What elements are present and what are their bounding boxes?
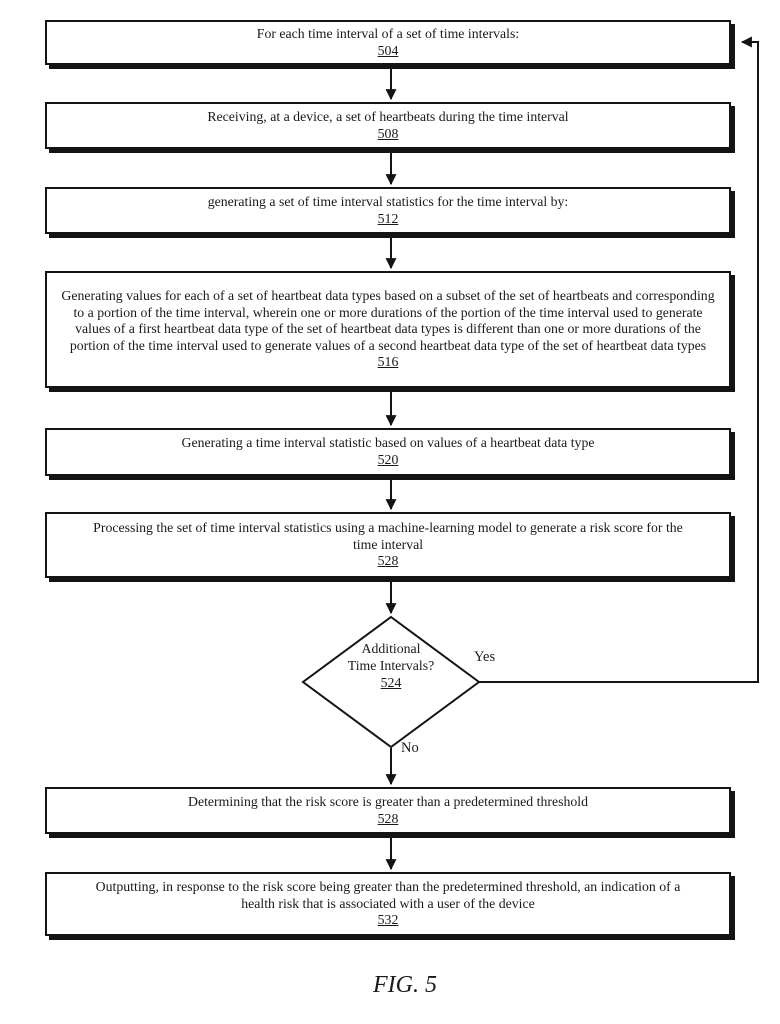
process-box-528a-number: 528 — [377, 553, 399, 569]
process-box-520-text: Generating a time interval statistic based on values of a heartbeat data type — [181, 435, 595, 451]
decision-diamond-label — [301, 640, 481, 691]
process-box-512-text: generating a set of time interval statistics for the time interval by: — [207, 193, 569, 209]
no-branch-label: No — [401, 740, 419, 756]
process-box-504-text: For each time interval of a set of time intervals: — [256, 25, 520, 41]
decision-text-line2: Time Intervals? — [347, 658, 435, 673]
process-box-532-text: Outputting, in response to the risk score being greater than the predetermined threshold, an indication of a health risk that is associated with a user of the device — [95, 879, 681, 911]
process-box-508-text: Receiving, at a device, a set of heartbeats during the time interval — [207, 108, 569, 124]
process-box-528a — [45, 512, 731, 578]
process-box-528b-number: 528 — [377, 810, 399, 826]
process-box-504 — [45, 20, 731, 65]
process-box-516 — [45, 271, 731, 388]
figure-caption: FIG. 5 — [373, 972, 437, 998]
process-box-528b-text: Determining that the risk score is greater than a predetermined threshold — [188, 793, 588, 809]
process-box-528b — [45, 787, 731, 834]
process-box-512 — [45, 187, 731, 234]
process-box-508 — [45, 102, 731, 149]
decision-text-line1: Additional — [361, 641, 421, 656]
decision-number: 524 — [380, 675, 402, 690]
process-box-520 — [45, 428, 731, 476]
process-box-504-number: 504 — [377, 42, 399, 58]
process-box-516-text: Generating values for each of a set of heartbeat data types based on a subset of the set of heartbeats and corresponding to a portion of the time interval, wherein one or more durations of the portion of the time interval used to generate values of a first heartbeat data type of the set of heartbeat data types is different than one or more durations of the portion of the time interval used to generate values of a second heartbeat data type of the set of heartbeat data types — [61, 288, 715, 353]
process-box-508-number: 508 — [377, 125, 399, 141]
process-box-516-number: 516 — [377, 354, 399, 370]
process-box-512-number: 512 — [377, 210, 399, 226]
process-box-520-number: 520 — [377, 452, 399, 467]
process-box-532 — [45, 872, 731, 936]
yes-branch-label: Yes — [474, 649, 496, 665]
process-box-532-number: 532 — [377, 912, 399, 928]
process-box-528a-text: Processing the set of time interval statistics using a machine-learning model to generate a risk score for the time interval — [93, 520, 683, 552]
